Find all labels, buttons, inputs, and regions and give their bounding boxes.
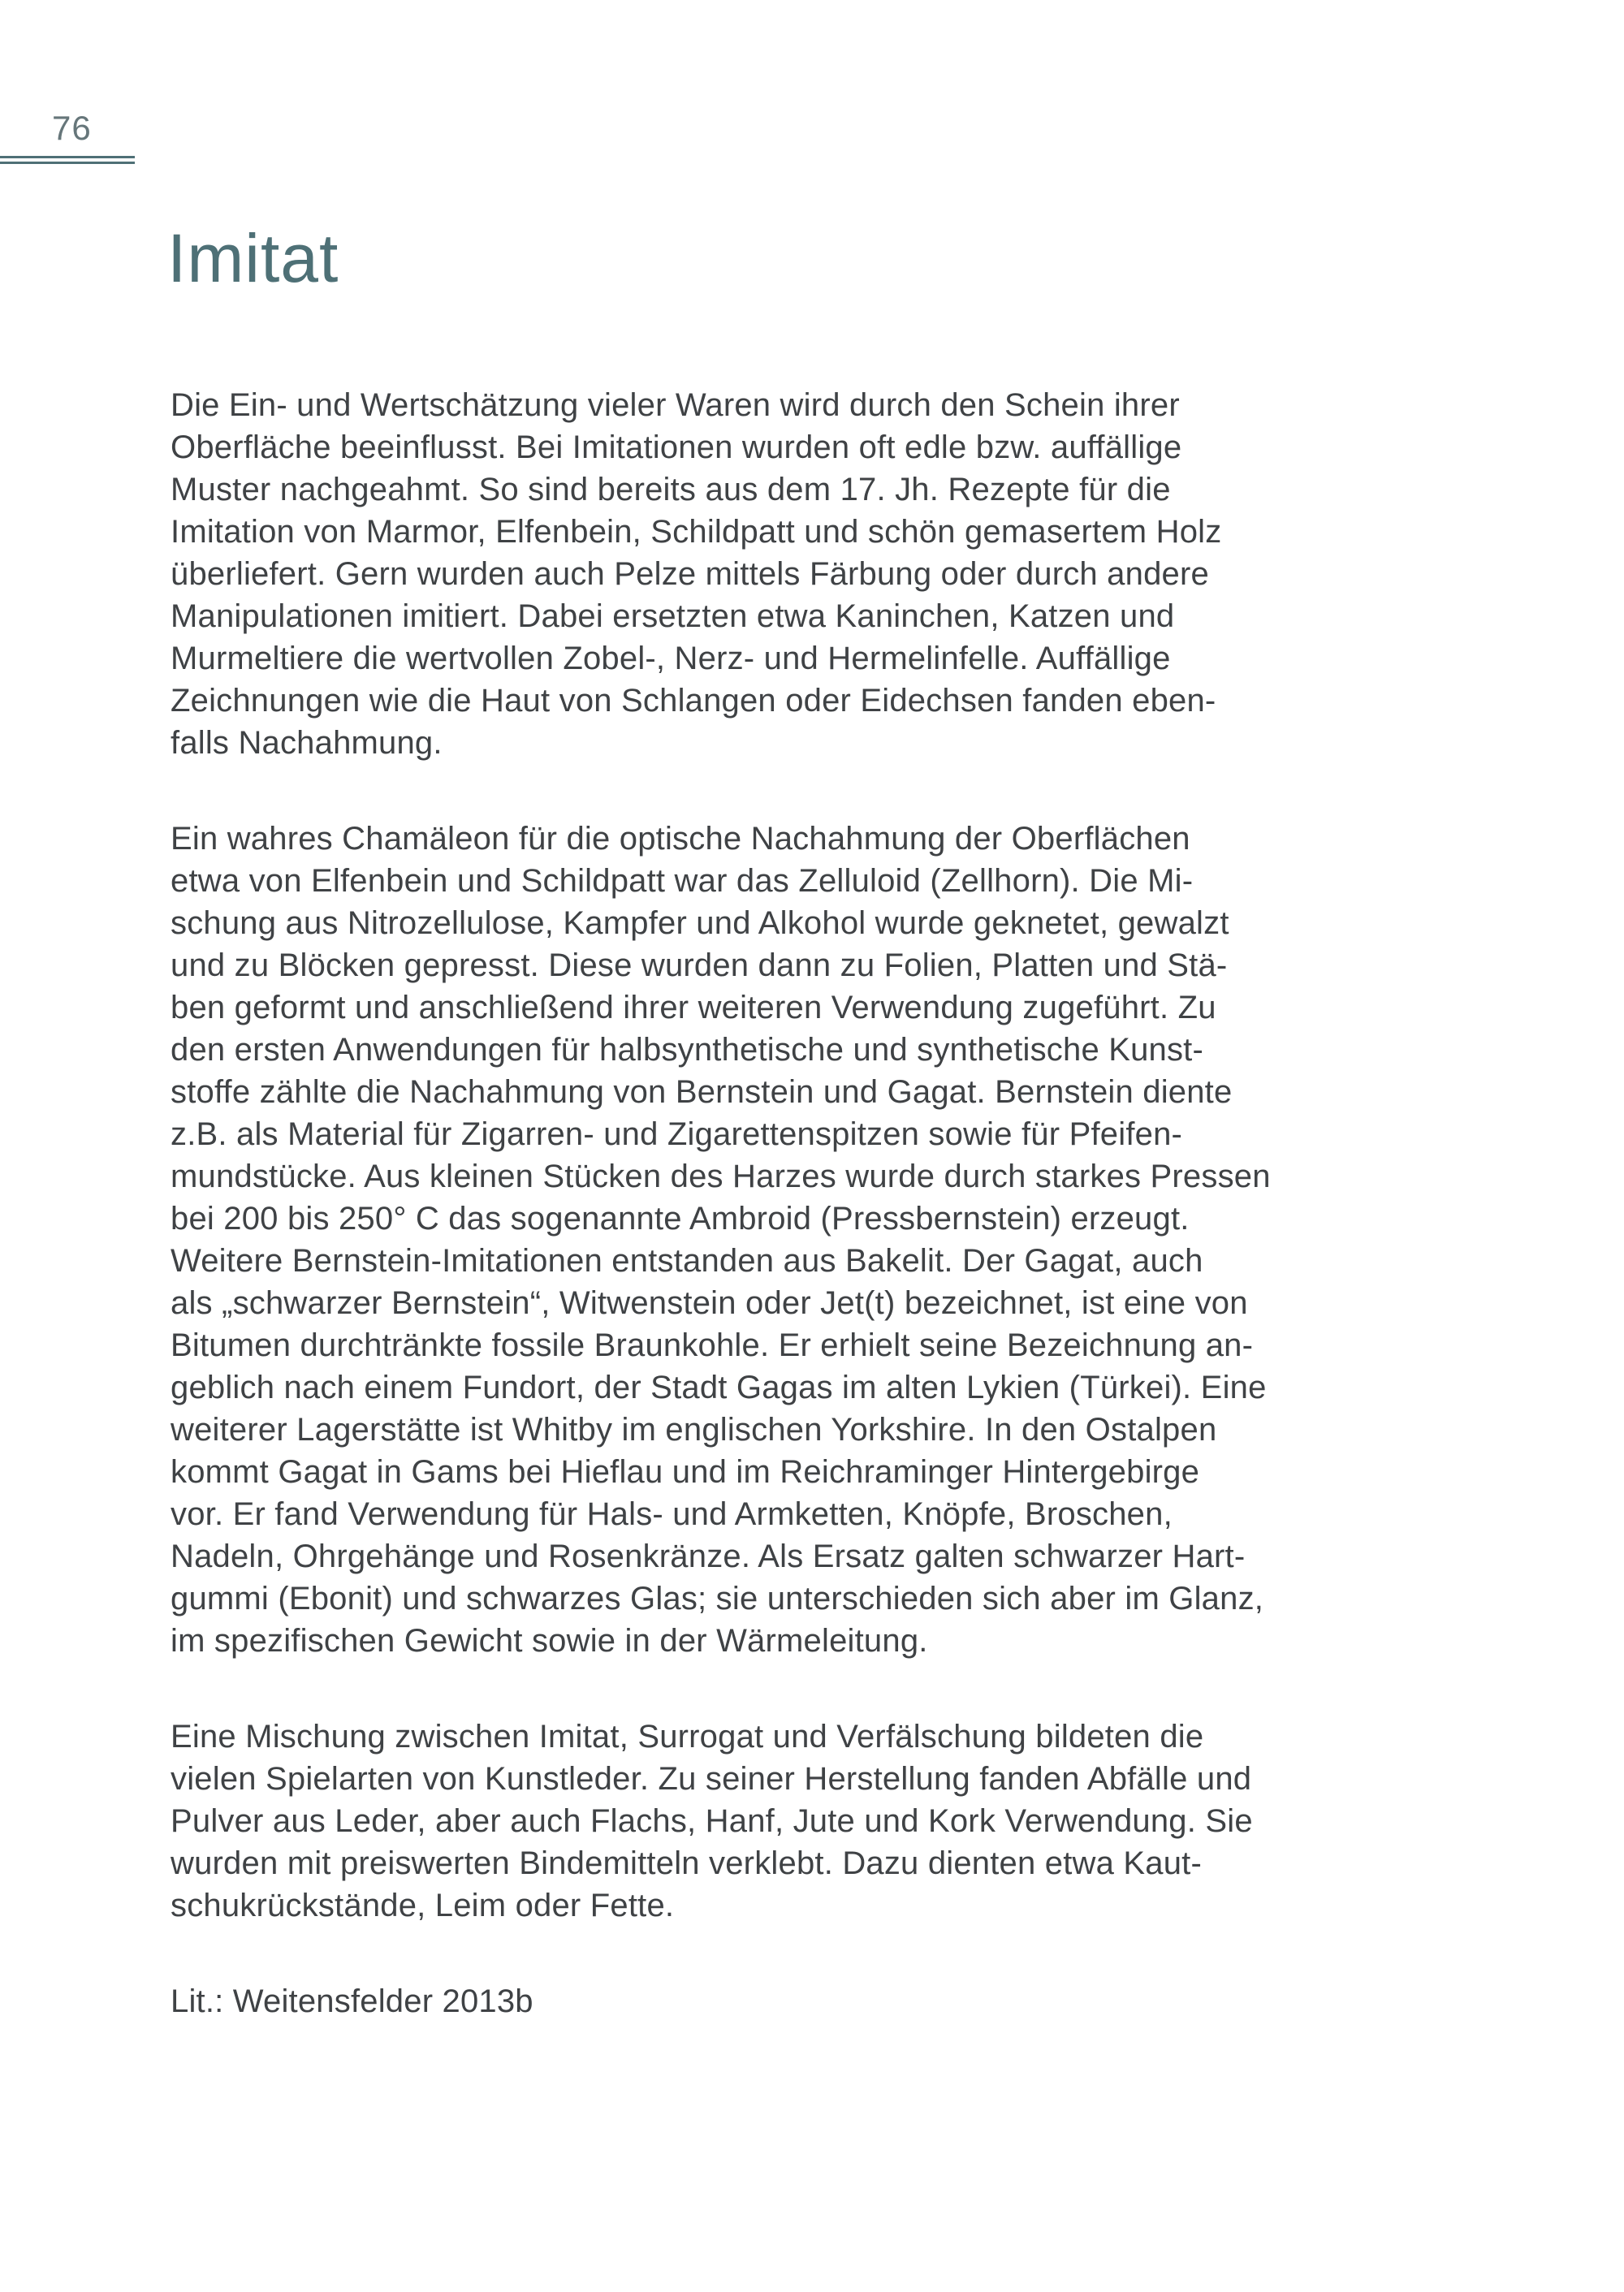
text-line: geblich nach einem Fundort, der Stadt Gagas im alten Lykien (Türkei). Eine — [171, 1370, 1267, 1405]
text-line: stoffe zählte die Nachahmung von Bernstein und Gagat. Bernstein diente — [171, 1074, 1233, 1110]
text-line: Murmeltiere die wertvollen Zobel-, Nerz- und Hermelinfelle. Auffällige — [171, 641, 1171, 676]
text-line: Eine Mischung zwischen Imitat, Surrogat und Verfälschung bildeten die — [171, 1719, 1204, 1755]
text-line: schukrückstände, Leim oder Fette. — [171, 1888, 675, 1923]
page-title: Imitat — [167, 220, 339, 296]
text-line: mundstücke. Aus kleinen Stücken des Harzes wurde durch starkes Pressen — [171, 1159, 1271, 1194]
paragraph — [171, 818, 1275, 1662]
text-line: wurden mit preiswerten Bindemitteln verklebt. Dazu dienten etwa Kaut- — [171, 1845, 1202, 1881]
page-number: 76 — [52, 109, 92, 147]
paragraph — [171, 384, 1275, 764]
text-line: im spezifischen Gewicht sowie in der Wärmeleitung. — [171, 1623, 928, 1659]
text-line: Manipulationen imitiert. Dabei ersetzten etwa Kaninchen, Katzen und — [171, 598, 1175, 634]
text-line: etwa von Elfenbein und Schildpatt war das Zelluloid (Zellhorn). Die Mi- — [171, 863, 1194, 899]
text-line: als „schwarzer Bernstein“, Witwenstein oder Jet(t) bezeichnet, ist eine von — [171, 1285, 1248, 1321]
text-line: Ein wahres Chamäleon für die optische Nachahmung der Oberflächen — [171, 821, 1190, 857]
body-text-column — [171, 384, 1275, 2022]
text-line: Bitumen durchtränkte fossile Braunkohle. Er erhielt seine Bezeichnung an- — [171, 1327, 1254, 1363]
text-line: Nadeln, Ohrgehänge und Rosenkränze. Als Ersatz galten schwarzer Hart- — [171, 1539, 1246, 1574]
text-line: vor. Er fand Verwendung für Hals- und Armketten, Knöpfe, Broschen, — [171, 1496, 1173, 1532]
text-line: und zu Blöcken gepresst. Diese wurden dann zu Folien, Platten und Stä- — [171, 947, 1228, 983]
text-line: Pulver aus Leder, aber auch Flachs, Hanf, Jute und Kork Verwendung. Sie — [171, 1803, 1253, 1839]
text-line: schung aus Nitrozellulose, Kampfer und Alkohol wurde geknetet, gewalzt — [171, 905, 1229, 941]
text-line: Weitere Bernstein-Imitationen entstanden aus Bakelit. Der Gagat, auch — [171, 1243, 1203, 1279]
text-line: z.B. als Material für Zigarren- und Zigarettenspitzen sowie für Pfeifen- — [171, 1116, 1183, 1152]
text-line: Imitation von Marmor, Elfenbein, Schildpatt und schön gemasertem Holz — [171, 514, 1222, 550]
literature-reference: Lit.: Weitensfelder 2013b — [171, 1983, 533, 2019]
text-line: bei 200 bis 250° C das sogenannte Ambroid (Pressbernstein) erzeugt. — [171, 1201, 1190, 1237]
text-line: Oberfläche beeinflusst. Bei Imitationen wurden oft edle bzw. auffällige — [171, 429, 1182, 465]
paragraph — [171, 1716, 1275, 1927]
text-line: überliefert. Gern wurden auch Pelze mittels Färbung oder durch andere — [171, 556, 1209, 592]
text-line: den ersten Anwendungen für halbsynthetische und synthetische Kunst- — [171, 1032, 1204, 1068]
text-line: Muster nachgeahmt. So sind bereits aus dem 17. Jh. Rezepte für die — [171, 472, 1171, 507]
text-line: falls Nachahmung. — [171, 725, 443, 761]
text-line: kommt Gagat in Gams bei Hieflau und im Reichraminger Hintergebirge — [171, 1454, 1200, 1490]
header-double-rule — [0, 156, 135, 164]
text-line: ben geformt und anschließend ihrer weiteren Verwendung zugeführt. Zu — [171, 990, 1216, 1025]
text-line: weiterer Lagerstätte ist Whitby im englischen Yorkshire. In den Ostalpen — [171, 1412, 1217, 1448]
text-line: Zeichnungen wie die Haut von Schlangen oder Eidechsen fanden eben- — [171, 683, 1216, 719]
text-line: Die Ein- und Wertschätzung vieler Waren wird durch den Schein ihrer — [171, 387, 1180, 423]
text-line: vielen Spielarten von Kunstleder. Zu seiner Herstellung fanden Abfälle und — [171, 1761, 1252, 1797]
text-line: gummi (Ebonit) und schwarzes Glas; sie unterschieden sich aber im Glanz, — [171, 1581, 1264, 1616]
